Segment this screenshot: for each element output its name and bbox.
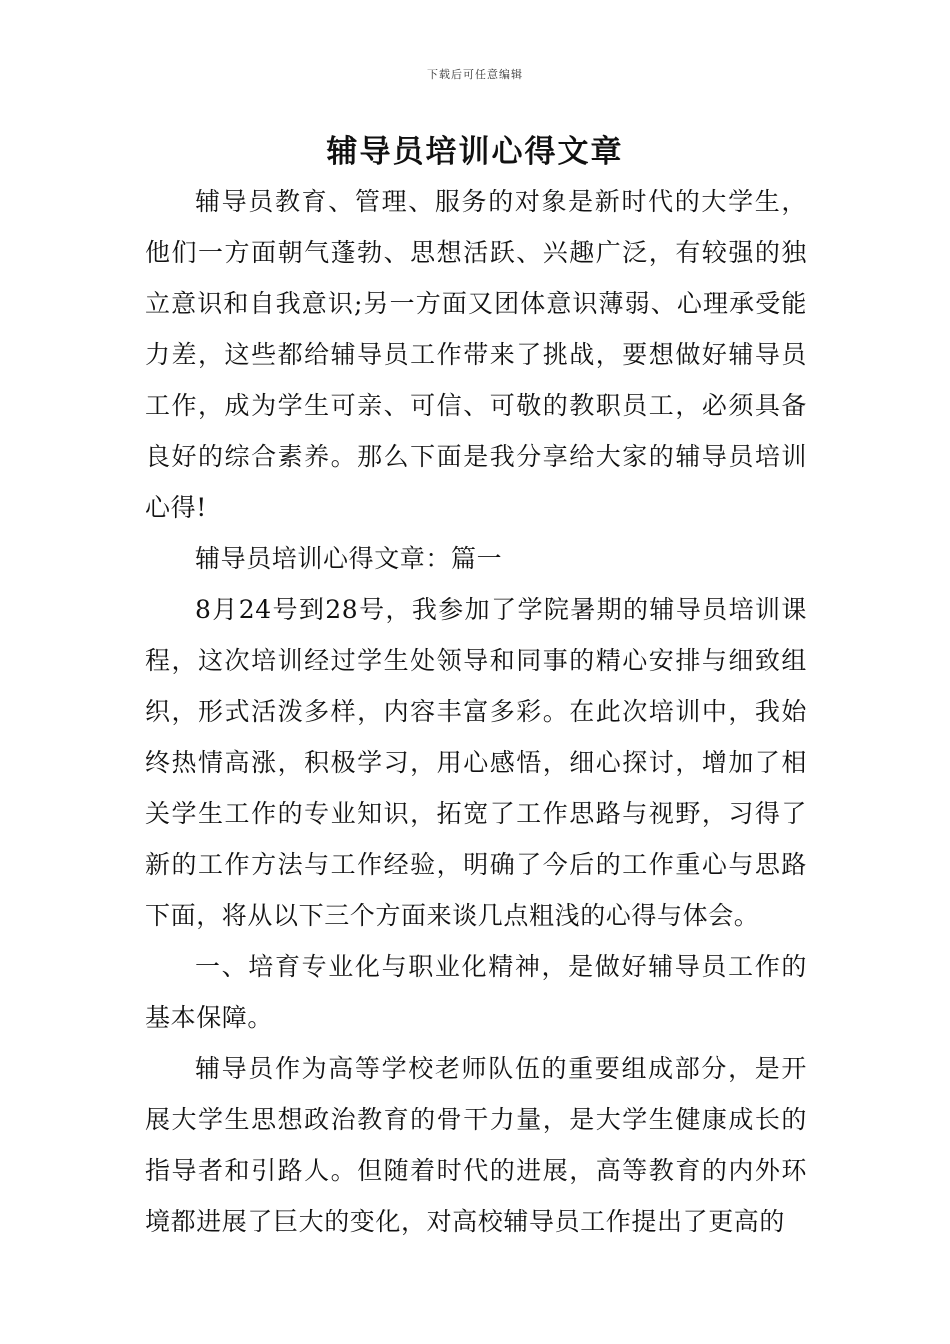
paragraph-training: 8月24号到28号，我参加了学院暑期的辅导员培训课程，这次培训经过学生处领导和同事的精心安排与细致组织，形式活泼多样，内容丰富多彩。在此次培训中，我始终热情高涨，积极学习，用心感悟，细心探讨，增加了相关学生工作的专业知识，拓宽了工作思路与视野，习得了新的工作方法与工作经验，明确了今后的工作重心与思路下面，将从以下三个方面来谈几点粗浅的心得与体会。	[145, 595, 807, 930]
document-body	[145, 176, 807, 1247]
section-heading: 辅导员培训心得文章：篇一	[195, 544, 503, 573]
subsection-heading: 一、培育专业化与职业化精神，是做好辅导员工作的基本保障。	[145, 952, 807, 1032]
paragraph-role: 辅导员作为高等学校老师队伍的重要组成部分，是开展大学生思想政治教育的骨干力量，是大学生健康成长的指导者和引路人。但随着时代的进展，高等教育的内外环境都进展了巨大的变化，对高校辅导员工作提出了更高的	[145, 1054, 807, 1236]
document-title: 辅导员培训心得文章	[326, 134, 624, 170]
paragraph-intro: 辅导员教育、管理、服务的对象是新时代的大学生，他们一方面朝气蓬勃、思想活跃、兴趣广泛，有较强的独立意识和自我意识;另一方面又团体意识薄弱、心理承受能力差，这些都给辅导员工作带来了挑战，要想做好辅导员工作，成为学生可亲、可信、可敬的教职员工，必须具备良好的综合素养。那么下面是我分享给大家的辅导员培训心得!	[145, 187, 807, 522]
header-note: 下载后可任意编辑	[427, 68, 523, 81]
